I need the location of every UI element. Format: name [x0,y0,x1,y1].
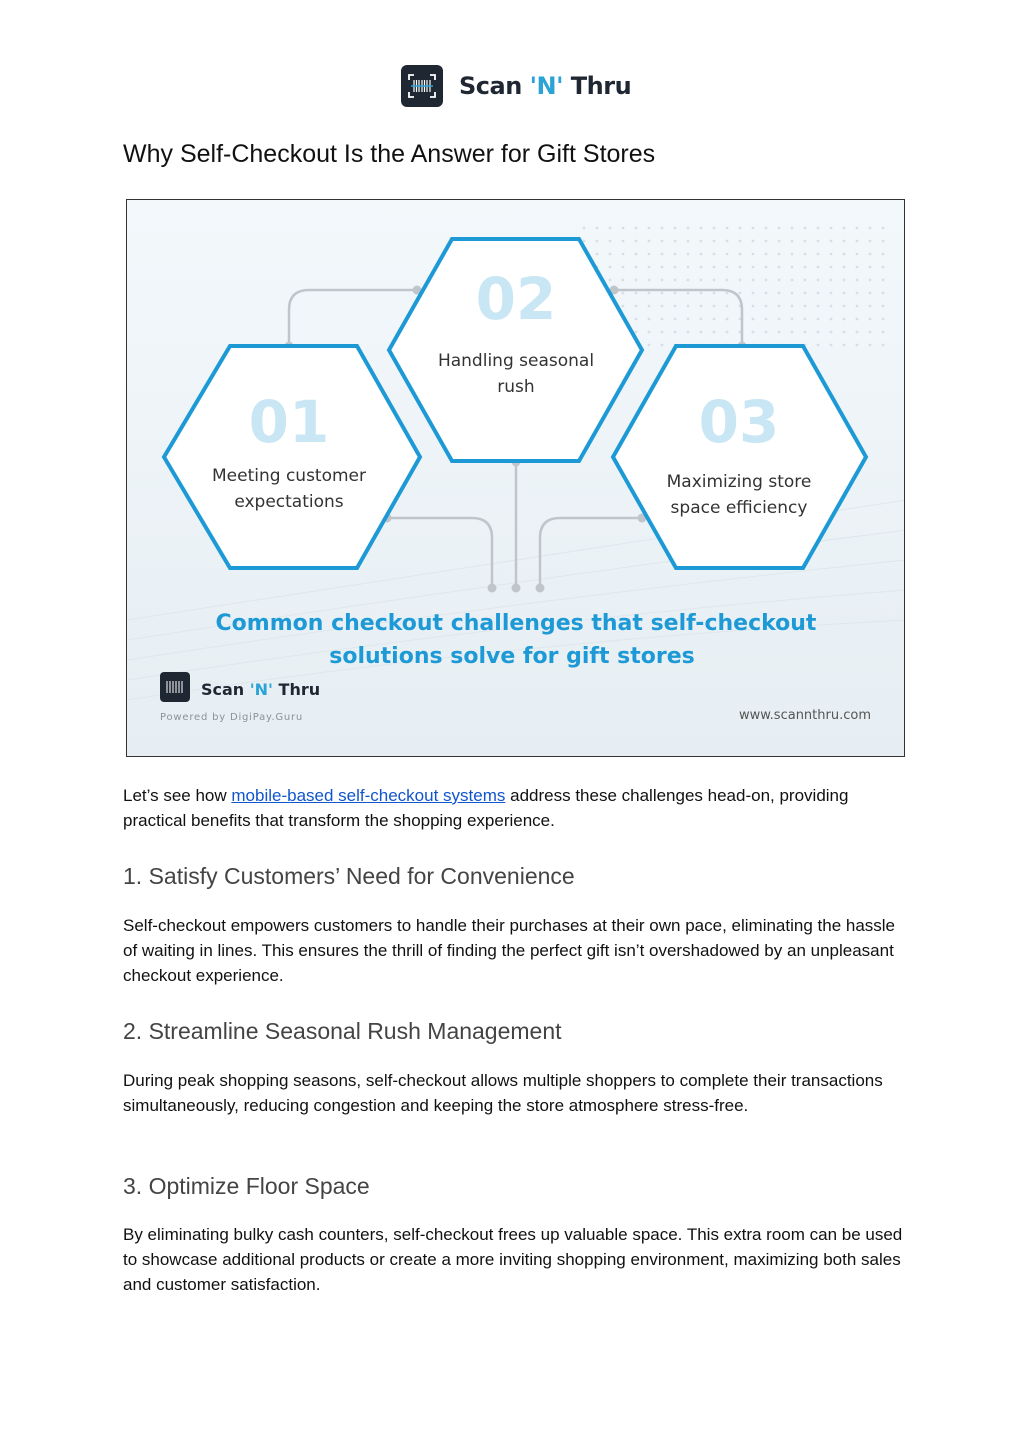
section-3-heading: 3. Optimize Floor Space [123,1173,370,1199]
barcode-scan-icon [401,65,443,107]
barcode-scan-icon [160,672,190,702]
hex-label-01-line2: expectations [234,492,344,512]
intro-paragraph: Let’s see how mobile-based self-checkout systems address these challenges head-on, providing practical benefits that transform the shopping experience. [123,786,849,830]
infographic-brand [160,672,320,723]
hex-label-02-line1: Handling seasonal [437,351,595,371]
section-2-body: During peak shopping seasons, self-checkout allows multiple shoppers to complete their transactions simultaneously, reducing congestion and keeping the store atmosphere stress-free. [123,1071,883,1115]
section-1-body: Self-checkout empowers customers to handle their purchases at their own pace, eliminating the hassle of waiting in lines. This ensures the thrill of finding the perfect gift isn’t overshadowed by an unpleasant checkout experience. [123,916,896,985]
infographic-svg [127,200,905,757]
brand-logo [401,65,631,107]
caption-line2: solutions solve for gift stores [329,644,695,669]
hex-label-02-line2: rush [497,377,535,397]
caption-line1: Common checkout challenges that self-checkout [215,611,817,636]
hex-number-01: 01 [248,388,330,456]
hex-label-01-line1: Meeting customer [212,466,366,486]
page-title: Why Self-Checkout Is the Answer for Gift Stores [123,140,656,168]
section-1-heading: 1. Satisfy Customers’ Need for Convenience [123,863,575,889]
website-url: www.scannthru.com [738,708,871,723]
infographic-figure [126,199,905,757]
hex-number-02: 02 [475,265,557,333]
powered-by: Powered by DigiPay.Guru [160,712,304,723]
self-checkout-systems-link[interactable]: mobile-based self-checkout systems [231,786,506,805]
hex-label-03-line2: space efficiency [670,498,808,518]
hex-number-03: 03 [698,388,780,456]
section-3-body: By eliminating bulky cash counters, self-checkout frees up valuable space. This extra room can be used to showcase additional products or create a more inviting shopping environment, maximizing both sales and customer satisfaction. [123,1225,903,1294]
section-2-heading: 2. Streamline Seasonal Rush Management [123,1018,562,1044]
hex-label-03-line1: Maximizing store [666,472,812,492]
brand-name: Scan 'N' Thru [459,72,632,100]
infographic-brand-name: Scan 'N' Thru [201,680,321,699]
